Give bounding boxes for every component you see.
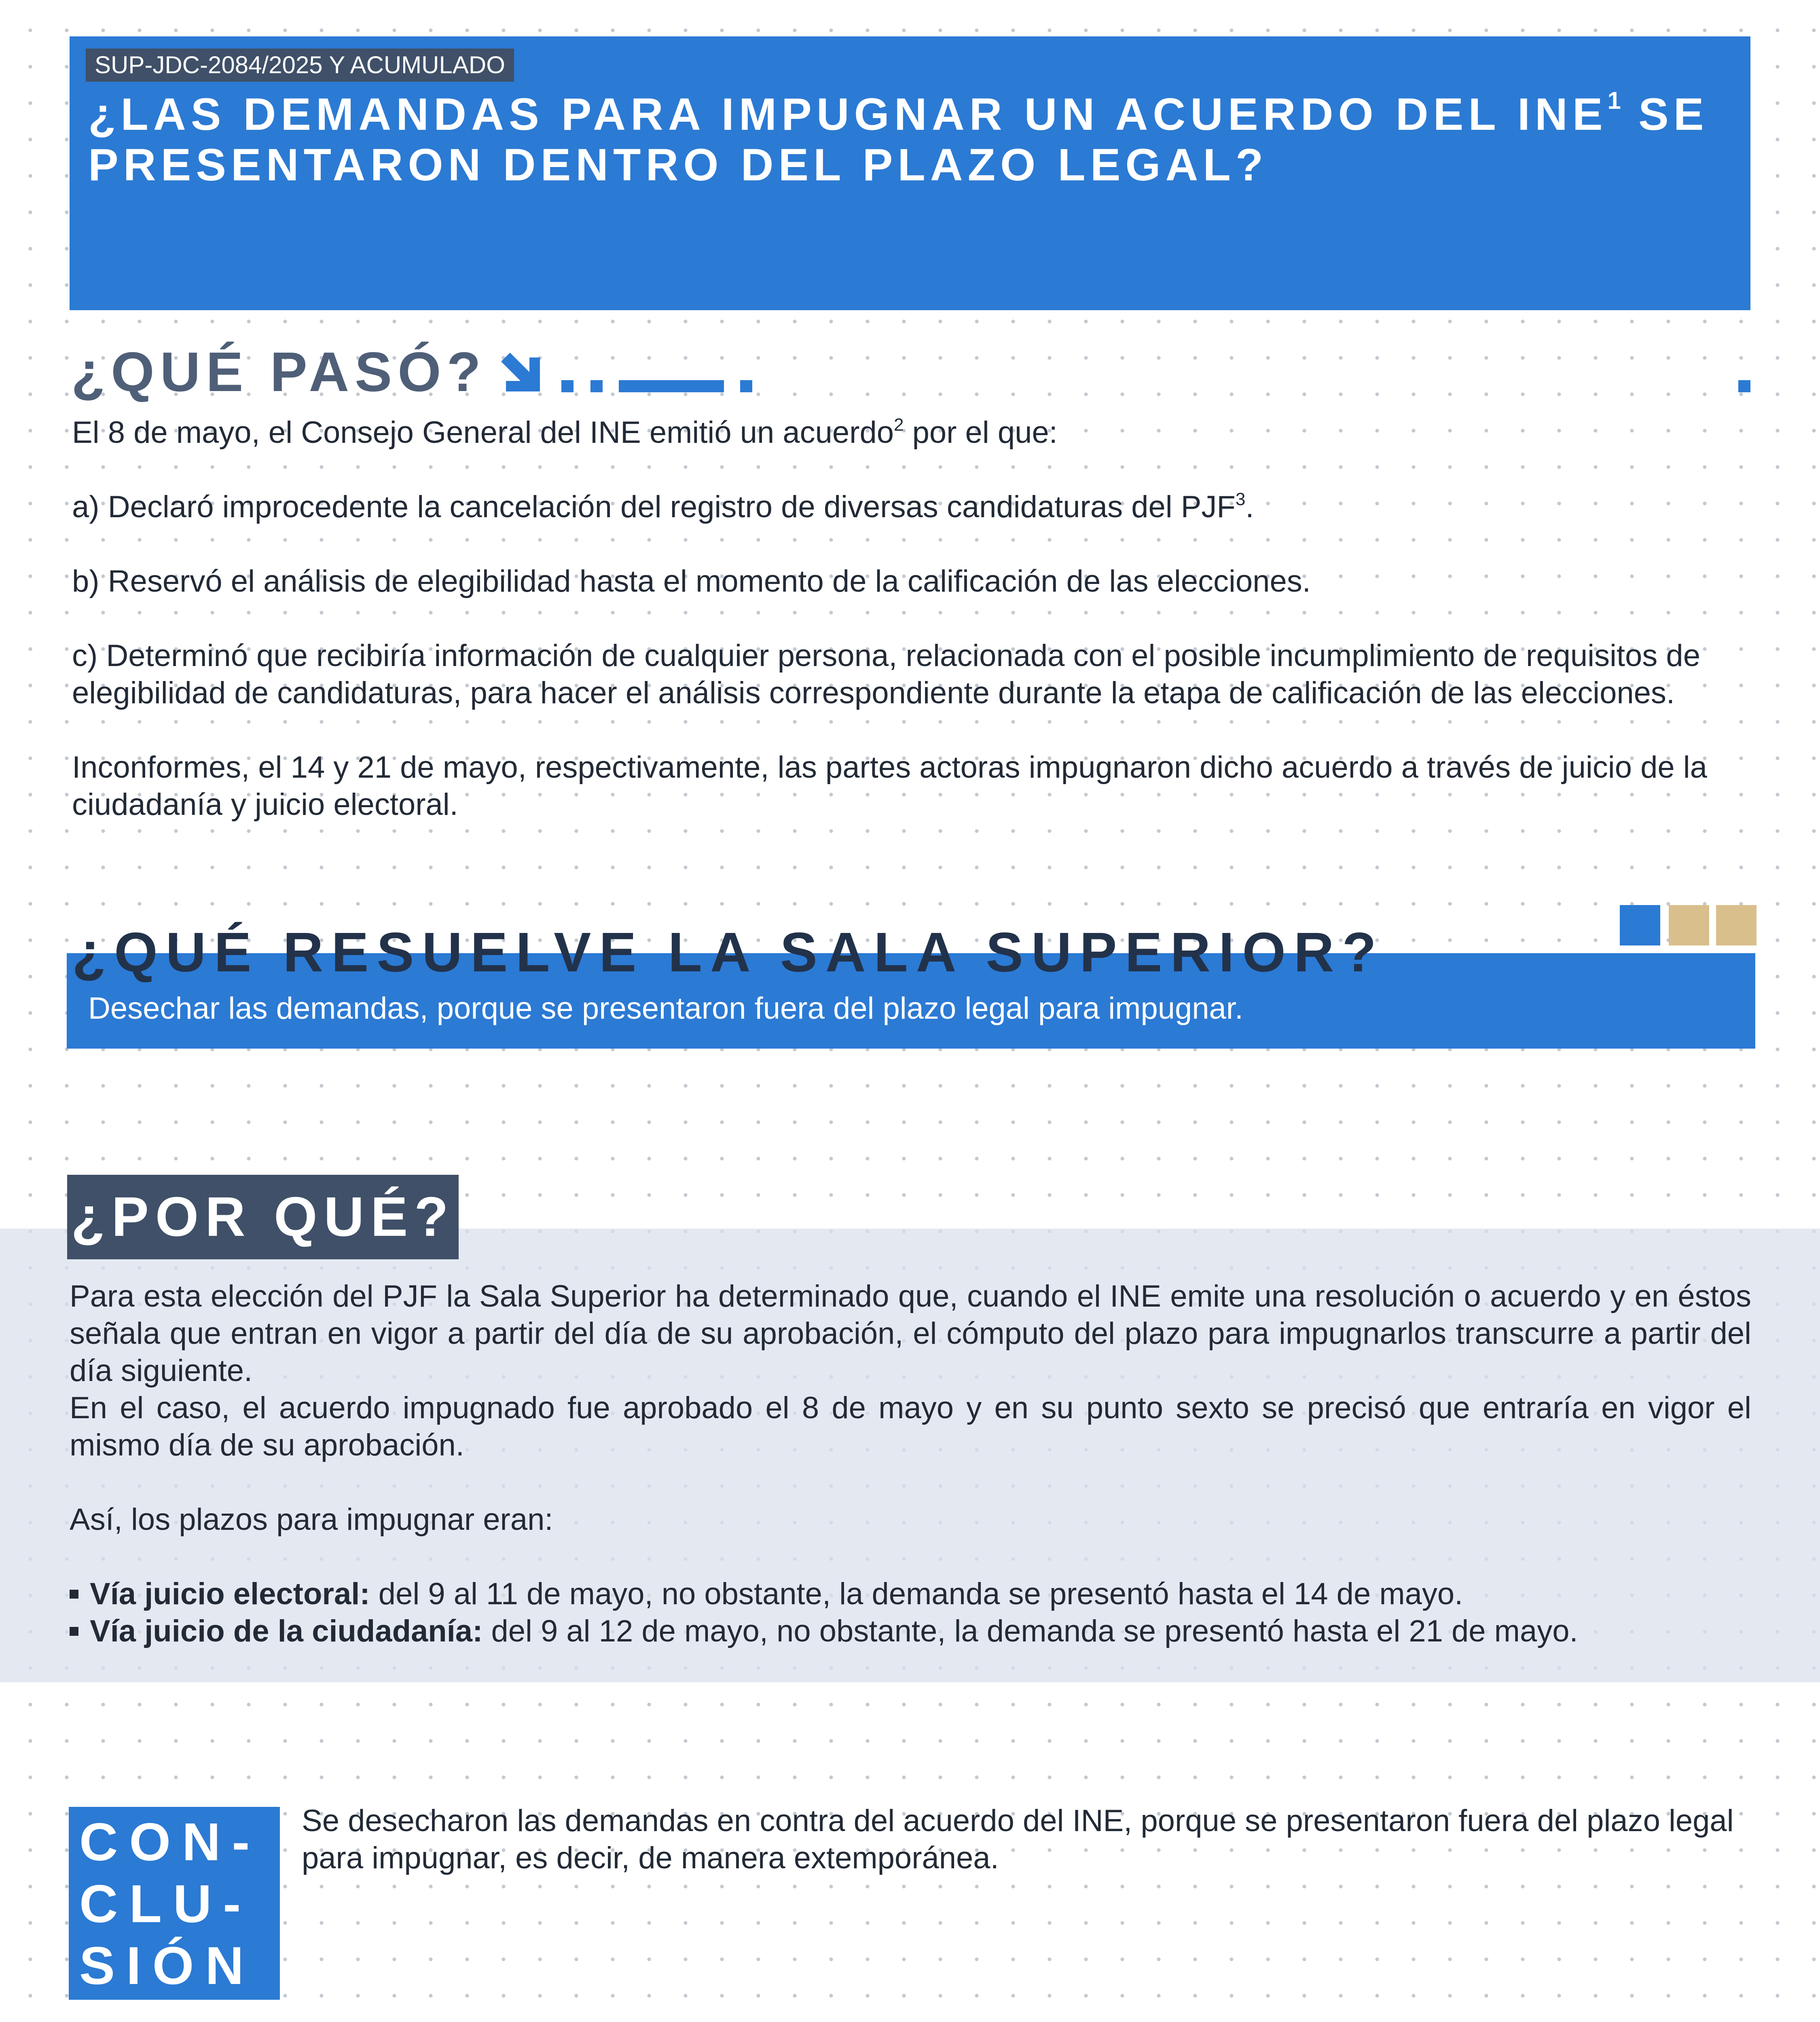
main-question (88, 89, 1738, 190)
que-paso-intro (72, 414, 1750, 451)
footnote-ref: 1 (1607, 87, 1621, 114)
por-que-paragraph-2: En el caso, el acuerdo impugnado fue aprobado el 8 de mayo y en su punto sexto se precisó que entraría en vigor el mismo día de su aprobación. (70, 1391, 1751, 1462)
bullet-icon (70, 1590, 78, 1599)
que-paso-item-a-end: . (1245, 490, 1254, 524)
arrow-down-right-icon (499, 351, 544, 396)
conclusion-text: Se desecharon las demandas en contra del acuerdo del INE, porque se presentaron fuera del plazo legal para impugnar, es decir, de manera extemporánea. (302, 1804, 1734, 1875)
main-question-part-1: ¿LAS DEMANDAS PARA IMPUGNAR UN ACUERDO DEL INE (88, 89, 1608, 140)
decorative-dot (740, 380, 752, 392)
bullet-item (70, 1576, 1751, 1613)
bullet-icon (70, 1627, 78, 1636)
que-paso-closing: Inconformes, el 14 y 21 de mayo, respectivamente, las partes actoras impugnaron dicho acuerdo a través de juicio de la ciudadanía y juicio electoral. (72, 750, 1707, 822)
bullet-label: Vía juicio electoral: (90, 1577, 370, 1611)
que-paso-item-a-text: a) Declaró improcedente la cancelación del registro de diversas candidaturas del PJF (72, 490, 1236, 524)
footnote-ref: 2 (894, 415, 904, 435)
resolve-answer: Desechar las demandas, porque se presentaron fuera del plazo legal para impugnar. (88, 991, 1244, 1026)
bullet-label: Vía juicio de la ciudadanía: (90, 1614, 483, 1648)
que-paso-intro-text: El 8 de mayo, el Consejo General del INE emitió un acuerdo (72, 415, 894, 450)
que-paso-item-a (72, 489, 1750, 526)
decorative-square-blue (1620, 905, 1660, 945)
conclusion-label-line: CLU- (79, 1874, 252, 1933)
footnote-ref: 3 (1235, 489, 1246, 509)
main-question-part-2: SE PRESENTARON DENTRO DEL PLAZO LEGAL? (88, 89, 1709, 190)
decorative-dash (619, 380, 724, 392)
que-paso-item-c: c) Determinó que recibiría información de cualquier persona, relacionada con el posible incumplimiento de requisitos de elegibilidad de candidaturas, para hacer el análisis correspondiente durante la etapa de calificación de las elecciones. (72, 639, 1700, 710)
decorative-dot (561, 380, 574, 392)
decorative-dot (590, 380, 603, 392)
por-que-paragraph-3: Así, los plazos para impugnar eran: (70, 1502, 553, 1537)
bullet-item (70, 1613, 1751, 1650)
resolve-title: ¿QUÉ RESUELVE LA SALA SUPERIOR? (72, 921, 1384, 984)
conclusion-label-line: CON- (79, 1812, 261, 1872)
decorative-dot (1738, 380, 1750, 392)
por-que-title: ¿POR QUÉ? (71, 1186, 455, 1248)
case-id-tag: SUP-JDC-2084/2025 Y ACUMULADO (86, 49, 514, 82)
que-paso-intro-end: por el que: (904, 415, 1058, 450)
por-que-paragraph-1: Para esta elección del PJF la Sala Superior ha determinado que, cuando el INE emite una resolución o acuerdo y en éstos señala que entran en vigor a partir del día de su aprobación, el cómputo del plazo para impugnarlos transcurre a partir del día siguiente. (70, 1279, 1751, 1388)
que-paso-item-b: b) Reservó el análisis de elegibilidad hasta el momento de la calificación de las elecciones. (72, 564, 1311, 599)
conclusion-label-line: SIÓN (79, 1936, 255, 1995)
decorative-square-tan (1716, 905, 1757, 945)
que-paso-title: ¿QUÉ PASÓ? (71, 341, 487, 403)
decorative-square-tan (1669, 905, 1709, 945)
bullet-text: del 9 al 12 de mayo, no obstante, la demanda se presentó hasta el 21 de mayo. (483, 1614, 1578, 1648)
bullet-text: del 9 al 11 de mayo, no obstante, la demanda se presentó hasta el 14 de mayo. (370, 1577, 1463, 1611)
